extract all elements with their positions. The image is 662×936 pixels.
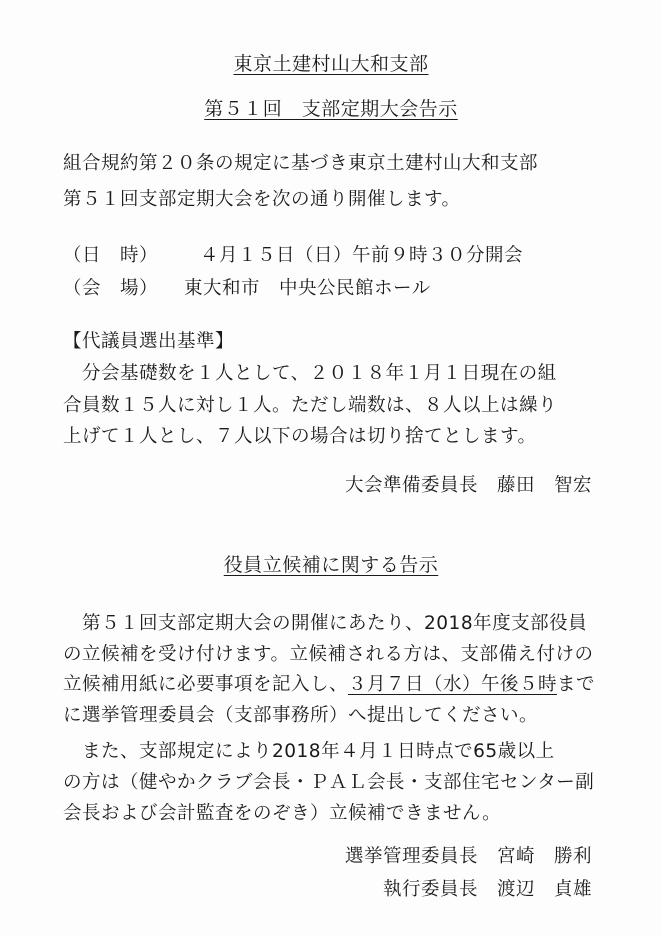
candidacy-p2-line-3: 会長および会計監査をのぞき）立候補できません。 xyxy=(63,803,502,824)
venue-label: （会 場） xyxy=(63,278,159,299)
candidacy-p1-line-3 xyxy=(63,673,595,697)
org-title: 東京土建村山大和支部 xyxy=(233,53,429,75)
candidacy-p1-line-3-pre: 立候補用紙に必要事項を記入し、 xyxy=(63,674,349,695)
election-committee-signature: 選挙管理委員長 宮崎 勝利 xyxy=(344,846,592,867)
candidacy-title: 役員立候補に関する告示 xyxy=(223,554,439,576)
intro-line-2: 第５１回支部定期大会を次の通り開催します。 xyxy=(63,189,461,210)
meeting-title: 第５１回 支部定期大会告示 xyxy=(204,98,458,120)
delegate-heading: 【代議員選出基準】 xyxy=(63,331,235,352)
intro-line-1: 組合規約第２０条の規定に基づき東京土建村山大和支部 xyxy=(63,153,539,174)
delegate-line-3: 上げて１人とし、７人以下の場合は切り捨てとします。 xyxy=(63,426,537,447)
datetime-label: （日 時） xyxy=(63,245,159,266)
delegate-line-2: 合員数１５人に対し１人。ただし端数は、８人以上は繰り xyxy=(63,395,558,416)
candidacy-p1-line-3-post: まで xyxy=(557,674,596,695)
candidacy-p1-line-4: に選挙管理委員会（支部事務所）へ提出してください。 xyxy=(63,705,539,726)
datetime-value: ４月１５日（日）午前９時３０分開会 xyxy=(200,245,524,266)
delegate-signature: 大会準備委員長 藤田 智宏 xyxy=(344,475,592,496)
submission-deadline: ３月７日（水）午後５時 xyxy=(348,674,558,695)
candidacy-p1-line-2: の立候補を受け付けます。立候補される方は、支部備え付けの xyxy=(63,644,594,665)
candidacy-p2-line-2: の方は（健やかクラブ会長・ＰＡＬ会長・支部住宅センター副 xyxy=(63,772,595,793)
executive-committee-signature: 執行委員長 渡辺 貞雄 xyxy=(382,879,592,900)
delegate-line-1: 分会基礎数を１人として、２０１８年１月１日現在の組 xyxy=(63,363,557,384)
candidacy-p1-line-1: 第５１回支部定期大会の開催にあたり、2018年度支部役員 xyxy=(63,613,588,634)
venue-value: 東大和市 中央公民館ホール xyxy=(184,278,431,299)
candidacy-p2-line-1: また、支部規定により2018年４月１日時点で65歳以上 xyxy=(63,741,555,762)
